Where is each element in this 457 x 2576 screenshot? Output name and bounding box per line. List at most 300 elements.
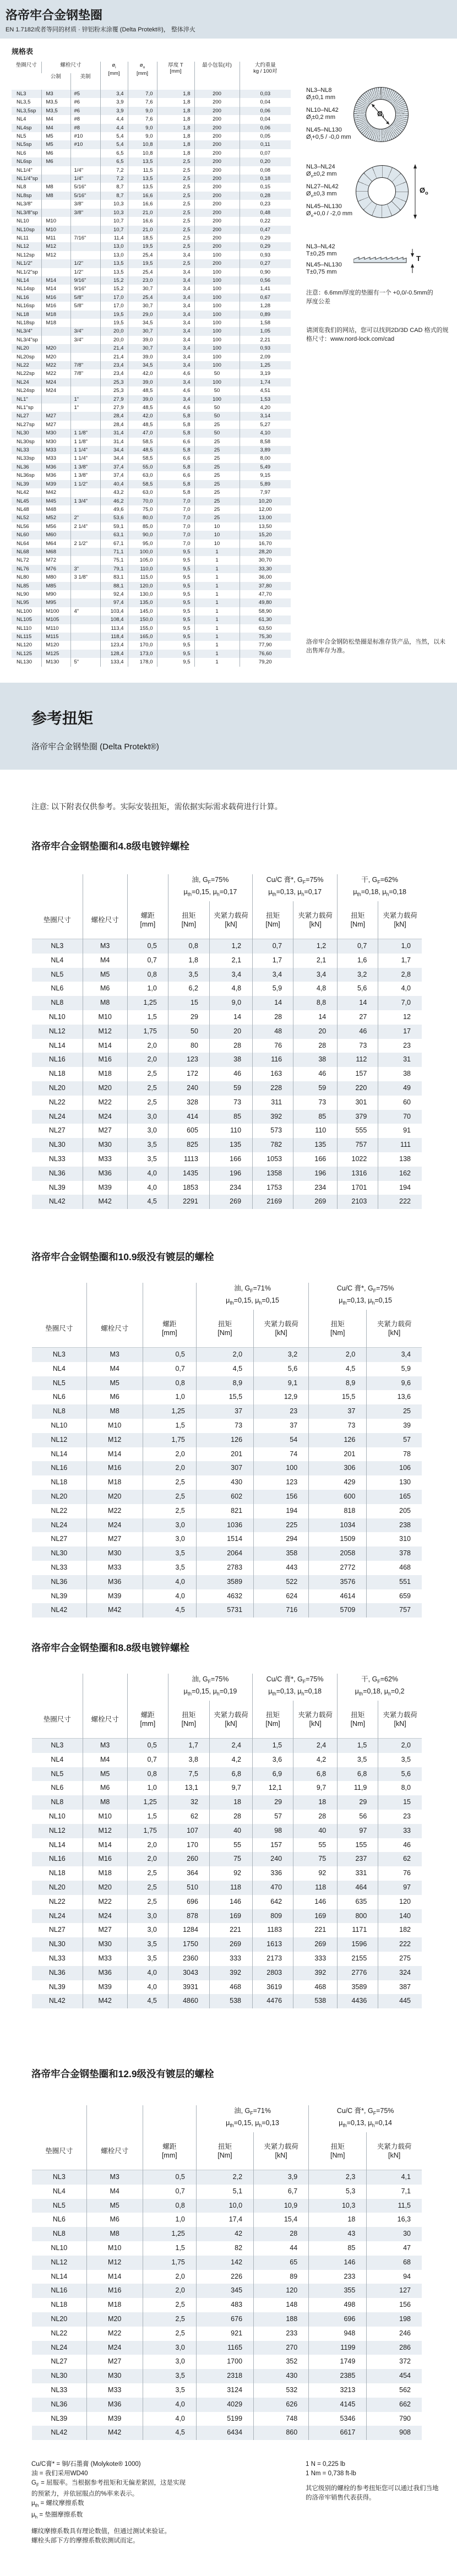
cell: 1 xyxy=(194,641,240,649)
cell: M16 xyxy=(41,302,70,310)
cell: 36,00 xyxy=(240,573,291,581)
torque-table-10-9 xyxy=(32,1283,422,1618)
cell: 50 xyxy=(194,412,240,420)
cell: 6,6 xyxy=(157,438,194,446)
tolerance-item: NL45–NL130 $Ø_i+0,5 / -0,0$ mm xyxy=(306,127,351,142)
cell: M72 xyxy=(41,556,70,564)
cell: NL3/8" xyxy=(17,201,32,208)
cell: 25 xyxy=(194,438,240,446)
table-row xyxy=(12,192,291,200)
cell: 138 xyxy=(378,1152,422,1167)
cell: 3" xyxy=(70,565,100,573)
cell: 0,7 xyxy=(143,1362,196,1376)
cell: 3619 xyxy=(253,1980,293,1995)
cell: 0,29 xyxy=(240,234,291,242)
cell: 42 xyxy=(196,2227,253,2241)
cell: 62 xyxy=(168,1810,209,1824)
cell: 2,5 xyxy=(157,217,194,225)
table-row xyxy=(32,1404,422,1419)
column-header-pitch: 螺距 [mm] xyxy=(143,1310,196,1348)
cell: 15,4 xyxy=(254,2213,309,2227)
table-row xyxy=(32,2426,422,2440)
table-row xyxy=(32,1980,422,1995)
cell: 3043 xyxy=(168,1966,209,1980)
cell: NL4 xyxy=(51,956,64,964)
cell: 25,3 xyxy=(100,378,128,386)
cell: 73 xyxy=(196,1419,253,1433)
cell: 48,5 xyxy=(128,404,157,412)
cell: 1,75 xyxy=(143,1433,196,1447)
cell: NL24 xyxy=(48,1112,66,1120)
cell: 1 xyxy=(194,624,240,633)
cell: NL1" xyxy=(17,396,28,402)
cell: 0,23 xyxy=(240,200,291,208)
cell: M4 xyxy=(86,2185,143,2199)
cell: 200 xyxy=(194,234,240,242)
cell: 39 xyxy=(367,1419,422,1433)
cell: 9/16" xyxy=(70,276,100,285)
cell: NL27 xyxy=(51,1535,68,1543)
cell: NL42 xyxy=(48,1997,66,2005)
cell: 157 xyxy=(338,1067,378,1081)
cell: 0,48 xyxy=(240,209,291,217)
cell: 28,4 xyxy=(100,421,128,429)
cell: NL18sp xyxy=(17,319,35,326)
cell: 3,9 xyxy=(100,98,128,106)
cell: 103,4 xyxy=(100,607,128,616)
cell: 9,0 xyxy=(128,132,157,140)
cell: 7/8" xyxy=(70,369,100,378)
table-row xyxy=(12,395,291,404)
cell: 73 xyxy=(293,1096,338,1110)
cell: 196 xyxy=(209,1167,252,1181)
cell: NL36 xyxy=(17,464,29,470)
cell: 336 xyxy=(253,1866,293,1881)
cell: 3,5 xyxy=(338,1753,378,1767)
cell: 2,5 xyxy=(127,1096,168,1110)
cell: 757 xyxy=(367,1603,422,1618)
cell: 3,9 xyxy=(100,107,128,115)
cell: M14 xyxy=(41,285,70,293)
cell xyxy=(70,226,100,234)
cell: NL110 xyxy=(17,625,32,631)
tolerance-item: NL27–NL42 $Ø_o\pm 0,3$ mm xyxy=(306,183,339,199)
table-row xyxy=(32,1838,422,1853)
cell: 2,0 xyxy=(143,2284,196,2298)
cell: 25,4 xyxy=(128,268,157,276)
cell: 562 xyxy=(367,2383,422,2398)
cell: 1,8 xyxy=(157,149,194,157)
cell: 16,3 xyxy=(367,2213,422,2227)
cell: M22 xyxy=(86,2327,143,2341)
cell: 55,0 xyxy=(128,463,157,471)
cell: 11,5 xyxy=(128,166,157,175)
cell: 2,5 xyxy=(127,1866,168,1881)
table-row xyxy=(32,1866,422,1881)
group-header-dry: 干, $G_F=62\%$ $\mu_{th}=0,18$, $\mu_h=0,2$ xyxy=(338,1674,422,1701)
cell: 200 xyxy=(194,200,240,208)
cell: 468 xyxy=(209,1980,252,1995)
cell: M3,5 xyxy=(41,98,70,106)
cell: NL14 xyxy=(51,2272,68,2280)
cell: 100,0 xyxy=(128,548,157,556)
cell: 85 xyxy=(209,1110,252,1124)
cell: 4" xyxy=(70,607,100,616)
cell: 15,5 xyxy=(196,1390,253,1404)
cell: 9,5 xyxy=(157,658,194,666)
cell: 538 xyxy=(293,1994,338,2008)
group-header-oil: 油, $G_F=71\%$ $\mu_{th}=0,15$, $\mu_h=0,13$ xyxy=(196,2105,308,2132)
cell: M18 xyxy=(86,2298,143,2312)
cell: 126 xyxy=(196,1433,253,1447)
cell: 21,4 xyxy=(100,344,128,352)
table-row xyxy=(32,954,422,968)
cell: 240 xyxy=(168,1081,209,1096)
table-row xyxy=(32,1810,422,1824)
cell: 4,0 xyxy=(143,1575,196,1589)
table-row xyxy=(12,658,291,666)
table-row xyxy=(12,98,291,106)
cell: 1,8 xyxy=(157,132,194,140)
cell: 31 xyxy=(378,1053,422,1067)
cell: M5 xyxy=(83,968,127,982)
cell: NL22 xyxy=(17,362,29,368)
cell: 38 xyxy=(293,1053,338,1067)
cell xyxy=(70,157,100,166)
washer-cam-view-diagram xyxy=(356,165,409,218)
footer-line xyxy=(306,2479,451,2484)
cell: 14 xyxy=(253,996,293,1010)
cell: 39,0 xyxy=(128,378,157,386)
table-row xyxy=(32,1461,422,1475)
cell: 1700 xyxy=(196,2355,253,2369)
cell: 200 xyxy=(194,209,240,217)
cell: NL12sp xyxy=(17,252,35,258)
cell: 2,0 xyxy=(196,1348,253,1362)
column-header-washer: 垫圈尺寸 xyxy=(43,916,71,924)
cell: 178,0 xyxy=(128,658,157,666)
cell: 146 xyxy=(209,1895,252,1909)
cell: 659 xyxy=(367,1589,422,1604)
cell: 1284 xyxy=(168,1923,209,1937)
cell: NL10 xyxy=(48,1012,66,1021)
cell: NL1/2" xyxy=(17,260,32,267)
cell: 73 xyxy=(209,1096,252,1110)
cell: 3,4 xyxy=(157,276,194,285)
table-row xyxy=(12,268,291,276)
cell: 200 xyxy=(194,192,240,200)
cell: 0,04 xyxy=(240,98,291,106)
cell: NL30 xyxy=(48,1141,66,1149)
cell: 3,8 xyxy=(168,1753,209,1767)
cell: 0,67 xyxy=(240,293,291,302)
cell: M6 xyxy=(41,149,70,157)
cell: NL16sp xyxy=(17,303,35,309)
cell: 782 xyxy=(253,1138,293,1152)
cell: M12 xyxy=(86,2256,143,2270)
cell: NL30 xyxy=(51,1549,68,1557)
cell xyxy=(70,386,100,395)
cell: 3,9 xyxy=(254,2170,309,2185)
cell: 23,0 xyxy=(128,276,157,285)
cell: 28 xyxy=(209,1039,252,1053)
cell: 4,6 xyxy=(157,386,194,395)
cell: NL80 xyxy=(17,574,29,581)
cell: 948 xyxy=(309,2327,367,2341)
cell: 1,25 xyxy=(143,1404,196,1419)
cell: 6,8 xyxy=(209,1767,252,1782)
cell: 3,2 xyxy=(338,968,378,982)
cell: NL20 xyxy=(51,1492,68,1500)
table-row xyxy=(12,149,291,157)
cell: 75,0 xyxy=(128,505,157,514)
cell: 809 xyxy=(253,1909,293,1924)
cell: M39 xyxy=(83,1181,127,1195)
column-header-torque: 扭矩 [Nm] xyxy=(309,1310,367,1348)
cell: 100 xyxy=(194,293,240,302)
cell: 5346 xyxy=(309,2412,367,2426)
cell: 662 xyxy=(367,2398,422,2412)
cell: M16 xyxy=(86,2284,143,2298)
cell: 352 xyxy=(254,2355,309,2369)
cell: 155,0 xyxy=(128,624,157,633)
cell: 1,25 xyxy=(127,1795,168,1810)
cell: 1701 xyxy=(338,1181,378,1195)
cell: 0,29 xyxy=(240,242,291,250)
cell: 85,0 xyxy=(128,522,157,531)
cell: 5731 xyxy=(196,1603,253,1618)
cell: 25 xyxy=(194,463,240,471)
cell: M42 xyxy=(83,1195,127,1209)
cell xyxy=(70,488,100,497)
cell: 75 xyxy=(293,1852,338,1866)
cell: 4860 xyxy=(168,1994,209,2008)
cell: 3,4 xyxy=(157,378,194,386)
cell: M20 xyxy=(83,1081,127,1096)
cell: 1,8 xyxy=(157,90,194,98)
cell: 23 xyxy=(378,1039,422,1053)
table-row xyxy=(12,463,291,471)
table-row xyxy=(32,1767,422,1782)
cell: NL30 xyxy=(51,2372,68,2380)
cell: 1,8 xyxy=(157,98,194,106)
cell: NL42 xyxy=(51,2428,68,2437)
cell: 1,28 xyxy=(240,302,291,310)
cell: 48,5 xyxy=(128,446,157,454)
footer-line: 其它级别的螺栓的参考扭矩您可以通过我们当地 xyxy=(306,2485,439,2492)
cell: 9,5 xyxy=(157,616,194,624)
section-heading-12-9: 洛帝牢合金钢垫圈和12.9级没有镀层的螺栓 xyxy=(31,2068,214,2079)
cell: M16 xyxy=(83,1053,127,1067)
cell: 148 xyxy=(254,2298,309,2312)
table-row xyxy=(12,556,291,564)
cell: 47,70 xyxy=(240,590,291,598)
column-header-thickness: 厚度 T [mm] xyxy=(157,62,194,90)
cell: 4,10 xyxy=(240,429,291,437)
cell: M10 xyxy=(41,217,70,225)
cell: NL12 xyxy=(17,243,29,250)
cell: 1/2" xyxy=(70,259,100,268)
cell: M80 xyxy=(41,573,70,581)
cell: NL24 xyxy=(48,1911,66,1920)
cell: NL125 xyxy=(17,650,32,657)
column-header-clamp: 夹紧力载荷 [kN] xyxy=(378,901,422,939)
cell: 333 xyxy=(293,1952,338,1966)
cell: 13,5 xyxy=(128,157,157,166)
cell: M36 xyxy=(41,463,70,471)
cell: 3,5 xyxy=(127,1152,168,1167)
cell: 1 xyxy=(194,616,240,624)
cell xyxy=(70,344,100,352)
cell: 67,1 xyxy=(100,540,128,548)
cell: 7,2 xyxy=(100,166,128,175)
cell: 166 xyxy=(293,1152,338,1167)
table-row xyxy=(32,2241,422,2256)
cell: M4 xyxy=(83,954,127,968)
outer-dia-dim-label: $Ø_o$ xyxy=(420,186,428,196)
cell: M105 xyxy=(41,616,70,624)
cell: NL16 xyxy=(51,2286,68,2295)
column-header-torque: 扭矩 [Nm] xyxy=(338,1701,378,1739)
cell: 2318 xyxy=(196,2369,253,2383)
cell: 5,6 xyxy=(254,1362,309,1376)
cell: 7,6 xyxy=(128,98,157,106)
cell: 34,5 xyxy=(128,361,157,369)
table-row xyxy=(12,505,291,514)
cad-note: 请浏览我们的网站，您可以找到2D/3D CAD 格式的规格尺寸：www.nord-lock.com/cad xyxy=(306,327,449,342)
cell: 100 xyxy=(194,311,240,319)
cell: NL39 xyxy=(48,1983,66,1991)
cell: 234 xyxy=(209,1181,252,1195)
column-header-min-pack: 最小包装(对) xyxy=(194,62,240,90)
cell: 5,9 xyxy=(367,1362,422,1376)
cell: NL3/4" xyxy=(17,328,32,335)
cell: 120 xyxy=(254,2284,309,2298)
cell: 46 xyxy=(378,1838,422,1853)
column-header-washer: 垫圈尺寸 xyxy=(45,2147,73,2155)
table-row xyxy=(32,1504,422,1518)
cell: 2,5 xyxy=(157,226,194,234)
cell: M18 xyxy=(86,1475,143,1490)
cell: 200 xyxy=(194,226,240,234)
cell: 170 xyxy=(168,1838,209,1853)
table-row xyxy=(12,251,291,259)
cell: 7/8" xyxy=(70,361,100,369)
cell xyxy=(70,556,100,564)
cell: 13,5 xyxy=(128,175,157,183)
cell: 200 xyxy=(194,157,240,166)
torque-note: 注意: 以下附表仅供参考。实际安装扭矩，需依据实际需求载荷进行计算。 xyxy=(31,802,282,811)
table-row xyxy=(32,1795,422,1810)
cell: 1,5 xyxy=(127,1810,168,1824)
stock-note: 洛帝牢合金钢防松垫圈是标准存货产品，当然，以未出售库存为准。 xyxy=(306,639,445,654)
cell: 233 xyxy=(254,2327,309,2341)
table-row xyxy=(32,1447,422,1462)
cell: 172 xyxy=(168,1067,209,1081)
cell: 97,4 xyxy=(100,598,128,607)
cell: 3,5 xyxy=(127,1937,168,1952)
cell: NL14 xyxy=(17,277,29,284)
cell: 790 xyxy=(367,2412,422,2426)
table-row xyxy=(32,1881,422,1895)
cell: M130 xyxy=(41,658,70,666)
cell: 7/16" xyxy=(70,234,100,242)
cell: 2,5 xyxy=(143,2327,196,2341)
cell: NL24 xyxy=(51,2343,68,2351)
cell: 28 xyxy=(293,1810,338,1824)
cell: 3,4 xyxy=(157,302,194,310)
cell: 130 xyxy=(367,1475,422,1490)
cell xyxy=(70,641,100,649)
cell: 39,0 xyxy=(128,336,157,344)
table-row xyxy=(12,259,291,268)
torque-banner-subtitle: 洛帝牢合金钢垫圈 (Delta Protekt®) xyxy=(31,742,159,751)
cell: 25 xyxy=(367,1404,422,1419)
cell: 9,5 xyxy=(157,556,194,564)
table-row xyxy=(12,565,291,573)
table-row xyxy=(32,2369,422,2383)
cell: 5,8 xyxy=(157,463,194,471)
cell: 1853 xyxy=(168,1181,209,1195)
cell: 2,5 xyxy=(143,2298,196,2312)
cell: 1,5 xyxy=(338,1739,378,1753)
table-row xyxy=(32,1039,422,1053)
cell: M100 xyxy=(41,607,70,616)
cell: 10,3 xyxy=(100,200,128,208)
column-header-bolt-group: 螺栓尺寸 xyxy=(41,62,100,73)
cell: 222 xyxy=(378,1195,422,1209)
cell: 6,5 xyxy=(100,157,128,166)
cell: M24 xyxy=(86,1518,143,1533)
cell: 39,0 xyxy=(128,353,157,361)
table-row xyxy=(32,1909,422,1924)
cell: NL72 xyxy=(17,557,29,564)
cell: 270 xyxy=(254,2341,309,2355)
cell: 1113 xyxy=(168,1152,209,1167)
cell: 4,20 xyxy=(240,404,291,412)
column-header-torque: 扭矩 [Nm] xyxy=(168,1701,209,1739)
cell: 9,5 xyxy=(157,624,194,633)
cell: 73 xyxy=(309,1419,367,1433)
cell: 100 xyxy=(194,268,240,276)
cell: 17,0 xyxy=(100,302,128,310)
cell: 17 xyxy=(378,1025,422,1039)
cell: 71,1 xyxy=(100,548,128,556)
cell: NL6 xyxy=(52,1393,66,1401)
cell: 15,5 xyxy=(309,1390,367,1404)
cell: 9,5 xyxy=(157,598,194,607)
cell: 7,0 xyxy=(157,540,194,548)
cell: NL42 xyxy=(51,1606,68,1614)
table-row xyxy=(12,353,291,361)
cell: NL10 xyxy=(51,2243,68,2252)
cell: 1,75 xyxy=(143,2256,196,2270)
cell: 1514 xyxy=(196,1532,253,1546)
cell: 1,7 xyxy=(253,954,293,968)
group-header-cuc: Cu/C 膏*, $G_F=75\%$ $\mu_{th}=0,13$, $\mu_h=0,15$ xyxy=(309,1283,422,1310)
cell: 6,8 xyxy=(293,1767,338,1782)
cell: M8 xyxy=(41,192,70,200)
cell: NL27sp xyxy=(17,421,35,428)
cell: 200 xyxy=(194,124,240,132)
cell: 156 xyxy=(367,2298,422,2312)
cell xyxy=(70,598,100,607)
cell: 4,4 xyxy=(100,115,128,123)
cell: 2,5 xyxy=(143,2312,196,2327)
cell: 8,9 xyxy=(309,1376,367,1391)
cell: 2173 xyxy=(253,1952,293,1966)
cell: 92,4 xyxy=(100,590,128,598)
